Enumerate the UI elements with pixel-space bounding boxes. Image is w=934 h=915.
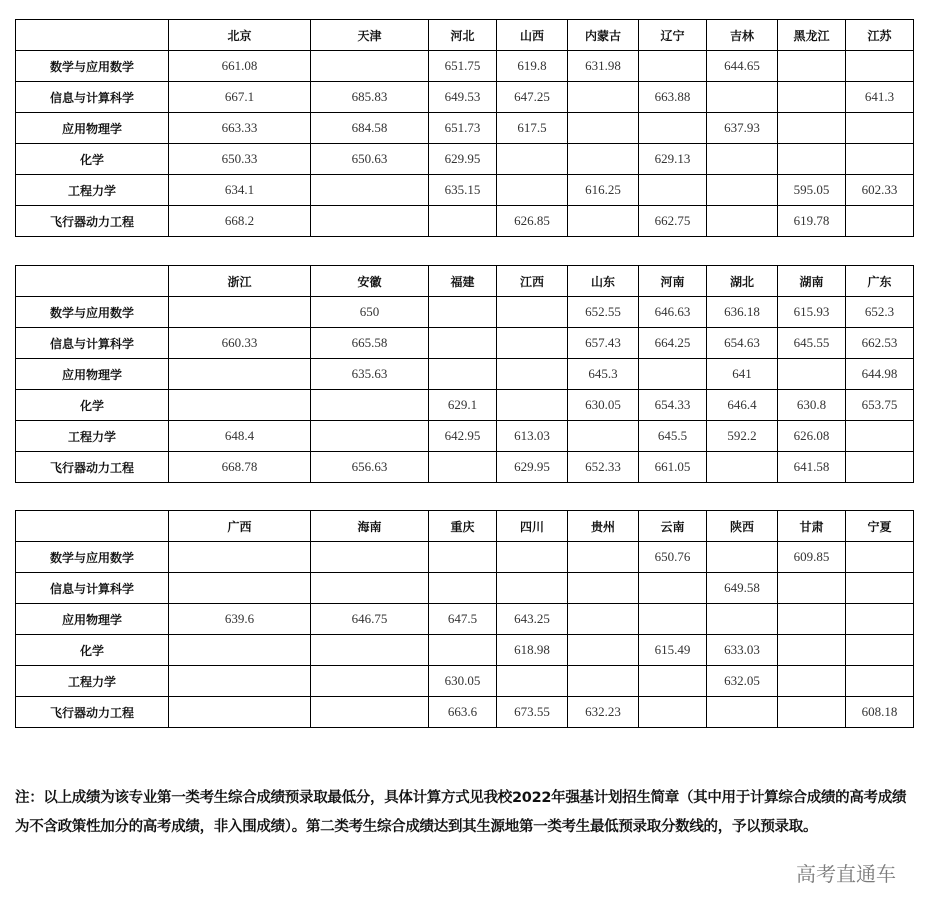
- score-cell: [169, 542, 311, 573]
- score-cell: [846, 604, 914, 635]
- score-cell: [707, 175, 778, 206]
- table-row: [16, 113, 914, 144]
- score-cell: 629.95: [429, 144, 497, 175]
- table-row: [16, 542, 914, 573]
- score-cell: 663.33: [169, 113, 311, 144]
- score-cell: 663.88: [639, 82, 707, 113]
- score-cell: 592.2: [707, 421, 778, 452]
- score-cell: 673.55: [497, 697, 568, 728]
- table-row: [16, 144, 914, 175]
- score-table-2: [15, 265, 914, 483]
- score-cell: [429, 328, 497, 359]
- table-row: [16, 666, 914, 697]
- score-cell: 616.25: [568, 175, 639, 206]
- province-header: 陕西: [707, 511, 778, 542]
- score-cell: [169, 359, 311, 390]
- score-cell: [497, 144, 568, 175]
- province-header: 宁夏: [846, 511, 914, 542]
- province-header: 广东: [846, 266, 914, 297]
- score-cell: [639, 175, 707, 206]
- table-row: [16, 390, 914, 421]
- score-cell: [778, 82, 846, 113]
- score-cell: 650.33: [169, 144, 311, 175]
- province-header: 江苏: [846, 20, 914, 51]
- score-cell: [568, 635, 639, 666]
- score-cell: [778, 635, 846, 666]
- score-cell: 643.25: [497, 604, 568, 635]
- score-cell: 630.05: [429, 666, 497, 697]
- table-row: [16, 206, 914, 237]
- score-cell: 668.78: [169, 452, 311, 483]
- score-cell: 646.4: [707, 390, 778, 421]
- score-cell: [639, 51, 707, 82]
- score-cell: [497, 297, 568, 328]
- province-header: 山西: [497, 20, 568, 51]
- table-row: [16, 175, 914, 206]
- score-cell: [497, 175, 568, 206]
- score-cell: [846, 573, 914, 604]
- score-cell: 634.1: [169, 175, 311, 206]
- score-cell: 639.6: [169, 604, 311, 635]
- province-header: 安徽: [311, 266, 429, 297]
- table-row: [16, 51, 914, 82]
- score-cell: [568, 113, 639, 144]
- major-name: 信息与计算科学: [16, 82, 169, 113]
- major-name: 信息与计算科学: [16, 573, 169, 604]
- score-table-3: [15, 510, 914, 728]
- score-cell: 651.75: [429, 51, 497, 82]
- province-header: 湖北: [707, 266, 778, 297]
- score-cell: 636.18: [707, 297, 778, 328]
- score-cell: [846, 144, 914, 175]
- major-name: 工程力学: [16, 175, 169, 206]
- table-row: [16, 573, 914, 604]
- score-cell: 637.93: [707, 113, 778, 144]
- score-cell: [568, 542, 639, 573]
- province-header: 河北: [429, 20, 497, 51]
- score-cell: 629.13: [639, 144, 707, 175]
- score-cell: 645.5: [639, 421, 707, 452]
- corner-cell: [16, 511, 169, 542]
- score-cell: 641.3: [846, 82, 914, 113]
- score-cell: [846, 113, 914, 144]
- province-header: 重庆: [429, 511, 497, 542]
- score-cell: 645.3: [568, 359, 639, 390]
- score-cell: 665.58: [311, 328, 429, 359]
- province-header: 云南: [639, 511, 707, 542]
- province-header: 吉林: [707, 20, 778, 51]
- score-cell: [568, 206, 639, 237]
- score-cell: 649.53: [429, 82, 497, 113]
- score-cell: 632.05: [707, 666, 778, 697]
- score-cell: 652.55: [568, 297, 639, 328]
- score-cell: [311, 635, 429, 666]
- score-cell: [846, 51, 914, 82]
- score-cell: 651.73: [429, 113, 497, 144]
- province-header: 江西: [497, 266, 568, 297]
- table-row: [16, 328, 914, 359]
- score-cell: [429, 542, 497, 573]
- score-cell: 650.63: [311, 144, 429, 175]
- score-cell: [707, 452, 778, 483]
- score-cell: 654.63: [707, 328, 778, 359]
- score-cell: 635.15: [429, 175, 497, 206]
- score-cell: 650.76: [639, 542, 707, 573]
- score-cell: 650: [311, 297, 429, 328]
- major-name: 应用物理学: [16, 113, 169, 144]
- score-cell: [429, 206, 497, 237]
- major-name: 工程力学: [16, 421, 169, 452]
- score-cell: [568, 666, 639, 697]
- table-row: [16, 82, 914, 113]
- score-cell: [311, 542, 429, 573]
- score-cell: [497, 390, 568, 421]
- major-name: 数学与应用数学: [16, 297, 169, 328]
- score-cell: [846, 666, 914, 697]
- score-cell: 608.18: [846, 697, 914, 728]
- score-cell: [429, 573, 497, 604]
- score-cell: 652.3: [846, 297, 914, 328]
- admission-note: 注：以上成绩为该专业第一类考生综合成绩预录取最低分，具体计算方式见我校2022年强基计划招生简章（其中用于计算综合成绩的高考成绩为不含政策性加分的高考成绩，非入围成绩）。第二类考生综合成绩达到其生源地第一类考生最低预录取分数线的，予以预录取。: [15, 790, 907, 835]
- score-cell: [846, 206, 914, 237]
- score-cell: [778, 144, 846, 175]
- province-header: 海南: [311, 511, 429, 542]
- table-row: [16, 297, 914, 328]
- header-row: [16, 511, 914, 542]
- score-cell: [568, 604, 639, 635]
- province-header: 浙江: [169, 266, 311, 297]
- score-cell: 632.23: [568, 697, 639, 728]
- score-cell: [846, 421, 914, 452]
- score-cell: [429, 635, 497, 666]
- score-cell: 684.58: [311, 113, 429, 144]
- score-cell: 646.63: [639, 297, 707, 328]
- score-cell: [169, 390, 311, 421]
- score-cell: 642.95: [429, 421, 497, 452]
- major-name: 化学: [16, 390, 169, 421]
- score-cell: 609.85: [778, 542, 846, 573]
- province-header: 内蒙古: [568, 20, 639, 51]
- major-name: 化学: [16, 144, 169, 175]
- score-cell: [778, 359, 846, 390]
- score-cell: [846, 635, 914, 666]
- table-row: [16, 635, 914, 666]
- score-cell: 617.5: [497, 113, 568, 144]
- score-cell: 618.98: [497, 635, 568, 666]
- score-cell: 647.25: [497, 82, 568, 113]
- score-cell: 654.33: [639, 390, 707, 421]
- score-cell: 657.43: [568, 328, 639, 359]
- score-cell: 652.33: [568, 452, 639, 483]
- score-cell: 629.95: [497, 452, 568, 483]
- score-cell: [497, 573, 568, 604]
- score-cell: 664.25: [639, 328, 707, 359]
- score-cell: [311, 421, 429, 452]
- score-cell: 633.03: [707, 635, 778, 666]
- score-cell: [778, 666, 846, 697]
- province-header: 福建: [429, 266, 497, 297]
- major-name: 应用物理学: [16, 359, 169, 390]
- score-cell: 662.75: [639, 206, 707, 237]
- score-cell: 662.53: [846, 328, 914, 359]
- score-cell: 602.33: [846, 175, 914, 206]
- province-header: 湖南: [778, 266, 846, 297]
- score-cell: [169, 697, 311, 728]
- score-cell: [778, 697, 846, 728]
- score-cell: 646.75: [311, 604, 429, 635]
- province-header: 辽宁: [639, 20, 707, 51]
- score-cell: 626.85: [497, 206, 568, 237]
- header-row: [16, 266, 914, 297]
- score-cell: 619.78: [778, 206, 846, 237]
- score-cell: [778, 51, 846, 82]
- major-name: 化学: [16, 635, 169, 666]
- province-header: 河南: [639, 266, 707, 297]
- score-cell: 660.33: [169, 328, 311, 359]
- score-cell: 619.8: [497, 51, 568, 82]
- score-cell: 641.58: [778, 452, 846, 483]
- score-cell: 644.65: [707, 51, 778, 82]
- score-cell: [707, 82, 778, 113]
- score-cell: [639, 113, 707, 144]
- major-name: 数学与应用数学: [16, 51, 169, 82]
- score-cell: 667.1: [169, 82, 311, 113]
- score-cell: [169, 297, 311, 328]
- score-cell: [639, 604, 707, 635]
- corner-cell: [16, 266, 169, 297]
- score-cell: [846, 452, 914, 483]
- province-header: 山东: [568, 266, 639, 297]
- score-cell: [639, 666, 707, 697]
- score-cell: [707, 144, 778, 175]
- score-cell: [311, 390, 429, 421]
- score-cell: [311, 206, 429, 237]
- score-cell: [497, 542, 568, 573]
- score-cell: [429, 297, 497, 328]
- score-cell: 648.4: [169, 421, 311, 452]
- score-cell: [568, 573, 639, 604]
- score-cell: [311, 175, 429, 206]
- score-cell: 645.55: [778, 328, 846, 359]
- score-cell: [568, 144, 639, 175]
- score-cell: 668.2: [169, 206, 311, 237]
- watermark: 高考直通车: [796, 862, 896, 886]
- score-cell: [497, 359, 568, 390]
- score-cell: [707, 542, 778, 573]
- score-cell: 615.49: [639, 635, 707, 666]
- score-cell: [429, 359, 497, 390]
- score-cell: [169, 635, 311, 666]
- major-name: 飞行器动力工程: [16, 697, 169, 728]
- major-name: 飞行器动力工程: [16, 452, 169, 483]
- score-cell: [778, 573, 846, 604]
- score-cell: 656.63: [311, 452, 429, 483]
- score-cell: 685.83: [311, 82, 429, 113]
- score-cell: [311, 573, 429, 604]
- table-row: [16, 421, 914, 452]
- major-name: 工程力学: [16, 666, 169, 697]
- major-name: 飞行器动力工程: [16, 206, 169, 237]
- score-cell: 631.98: [568, 51, 639, 82]
- province-header: 天津: [311, 20, 429, 51]
- score-cell: [707, 697, 778, 728]
- score-cell: [778, 113, 846, 144]
- table-row: [16, 359, 914, 390]
- table-row: [16, 604, 914, 635]
- score-cell: [846, 542, 914, 573]
- province-header: 黑龙江: [778, 20, 846, 51]
- header-row: [16, 20, 914, 51]
- score-cell: [639, 697, 707, 728]
- score-cell: 641: [707, 359, 778, 390]
- score-cell: 630.8: [778, 390, 846, 421]
- score-cell: 629.1: [429, 390, 497, 421]
- score-cell: 649.58: [707, 573, 778, 604]
- score-cell: 663.6: [429, 697, 497, 728]
- score-cell: [311, 697, 429, 728]
- score-cell: 615.93: [778, 297, 846, 328]
- score-cell: [429, 452, 497, 483]
- score-cell: [568, 421, 639, 452]
- score-cell: 647.5: [429, 604, 497, 635]
- corner-cell: [16, 20, 169, 51]
- score-cell: 644.98: [846, 359, 914, 390]
- score-cell: 630.05: [568, 390, 639, 421]
- table-row: [16, 452, 914, 483]
- score-cell: 661.08: [169, 51, 311, 82]
- score-cell: [707, 604, 778, 635]
- score-cell: [497, 328, 568, 359]
- score-cell: 653.75: [846, 390, 914, 421]
- score-cell: [639, 359, 707, 390]
- score-cell: [311, 51, 429, 82]
- province-header: 贵州: [568, 511, 639, 542]
- score-cell: 626.08: [778, 421, 846, 452]
- major-name: 信息与计算科学: [16, 328, 169, 359]
- table-row: [16, 697, 914, 728]
- score-cell: [568, 82, 639, 113]
- score-cell: [778, 604, 846, 635]
- score-cell: 635.63: [311, 359, 429, 390]
- score-cell: 661.05: [639, 452, 707, 483]
- score-cell: [169, 573, 311, 604]
- province-header: 甘肃: [778, 511, 846, 542]
- major-name: 应用物理学: [16, 604, 169, 635]
- score-cell: [497, 666, 568, 697]
- major-name: 数学与应用数学: [16, 542, 169, 573]
- score-cell: [311, 666, 429, 697]
- score-cell: [707, 206, 778, 237]
- score-cell: 613.03: [497, 421, 568, 452]
- province-header: 四川: [497, 511, 568, 542]
- score-cell: [639, 573, 707, 604]
- province-header: 北京: [169, 20, 311, 51]
- province-header: 广西: [169, 511, 311, 542]
- score-cell: [169, 666, 311, 697]
- score-table-1: [15, 19, 914, 237]
- score-cell: 595.05: [778, 175, 846, 206]
